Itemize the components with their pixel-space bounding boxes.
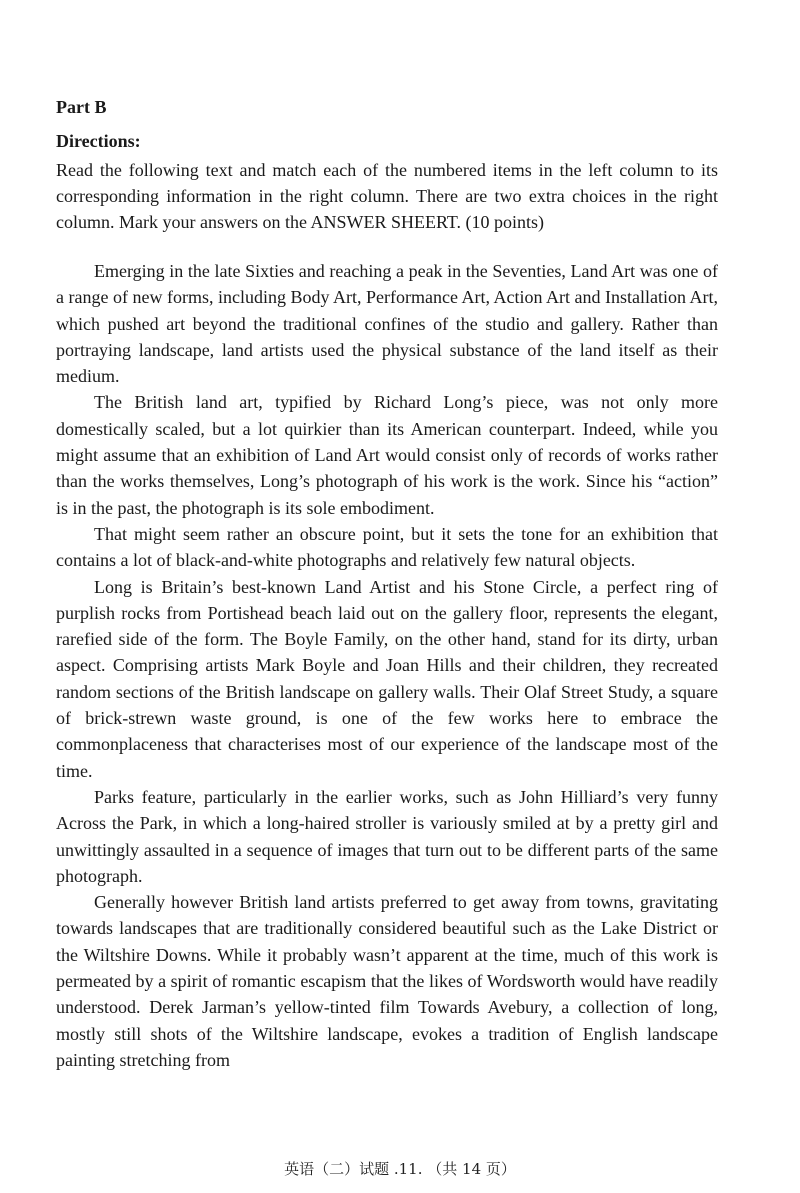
passage-paragraph: Emerging in the late Sixties and reaching a peak in the Seventies, Land Art was one of a range of new forms, including Body Art, Performance Art, Action Art and Installation Art, which pushed art beyond the traditional confines of the studio and gallery. Rather than portraying landscape, land artists used the physical substance of the land itself as their medium. — [56, 261, 718, 387]
passage-paragraph: Generally however British land artists preferred to get away from towns, gravitating towards landscapes that are traditionally considered beautiful such as the Lake District or the Wiltshire Downs. While it probably wasn’t apparent at the time, much of this work is permeated by a spirit of romantic escapism that the likes of Wordsworth would have readily understood. Derek Jarman’s yellow-tinted film Towards Avebury, a collection of long, mostly still shots of the Wiltshire landscape, evokes a tradition of English landscape painting stretching from — [56, 892, 718, 1070]
passage-paragraph: The British land art, typified by Richard Long’s piece, was not only more domestically scaled, but a lot quirkier than its American counterpart. Indeed, while you might assume that an exhibition of Land Art would consist only of records of works rather than the works themselves, Long’s photograph of his work is the work. Since his “action” is in the past, the photograph is its sole embodiment. — [56, 392, 718, 518]
reading-passage — [56, 258, 718, 1073]
directions-text: Read the following text and match each of the numbered items in the left column to its corresponding information in the right column. There are two extra choices in the right column. Mark your answers on the ANSWER SHEERT. (10 points) — [56, 160, 718, 232]
passage-paragraph: Parks feature, particularly in the earlier works, such as John Hilliard’s very funny Across the Park, in which a long-haired stroller is variously smiled at by a pretty girl and unwittingly assaulted in a sequence of images that turn out to be different parts of the same photograph. — [56, 786, 718, 886]
passage-paragraph: That might seem rather an obscure point, but it sets the tone for an exhibition that contains a lot of black-and-white photographs and relatively few natural objects. — [56, 523, 718, 571]
section-title: Part B — [56, 97, 107, 117]
directions-label: Directions: — [56, 131, 141, 151]
passage-paragraph: Long is Britain’s best-known Land Artist and his Stone Circle, a perfect ring of purplish rocks from Portishead beach laid out on the gallery floor, represents the elegant, rarefied side of the form. The Boyle Family, on the other hand, stand for its dirty, urban aspect. Comprising artists Mark Boyle and Joan Hills and their children, they recreated random sections of the British landscape on gallery walls. Their Olaf Street Study, a square of brick-strewn waste ground, is one of the few works here to embrace the commonplaceness that characterises most of our experience of the landscape most of the time. — [56, 576, 718, 781]
page-footer: 英语（二）试题 .11. （共 14 页） — [284, 1160, 516, 1178]
